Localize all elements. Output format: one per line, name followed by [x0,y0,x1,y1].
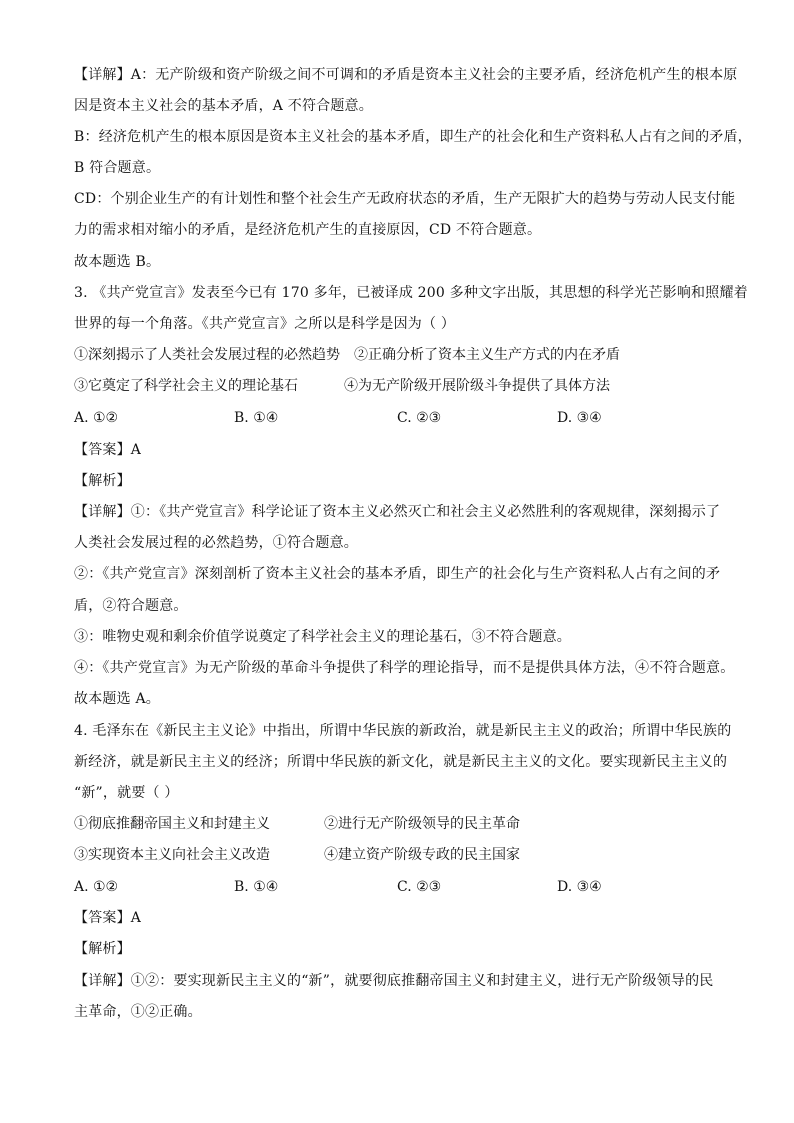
q4-answer: 【答案】A [74,910,142,926]
q3-option-a: A. ①② [74,410,119,426]
q4-statement-2: ②进行无产阶级领导的民主革命 [324,816,520,832]
q4-option-b: B. ①④ [234,879,279,895]
q3-statement-4: ④为无产阶级开展阶级斗争提供了具体方法 [344,378,610,394]
q2-explain-line-5: CD：个别企业生产的有计划性和整个社会生产无政府状态的矛盾，生产无限扩大的趋势与劳动人民支付能 [74,191,736,207]
q3-stem-line-1: 3. 《共产党宣言》发表至今已有 170 多年，已被译成 200 多种文字出版，其思想的科学光芒影响和照耀着 [74,285,748,301]
q3-stem-line-2: 世界的每一个角落。《共产党宣言》之所以是科学是因为（ ） [74,316,456,332]
q4-statement-4: ④建立资产阶级专政的民主国家 [324,847,520,863]
q3-statement-2: ②正确分析了资本主义生产方式的内在矛盾 [354,347,620,363]
q4-explain-line-1: 【详解】①②：要实现新民主主义的“新”，就要彻底推翻帝国主义和封建主义，进行无产阶级领导的民 [74,973,714,989]
q3-option-b: B. ①④ [234,410,279,426]
q3-explain-line-3: ②：《共产党宣言》深刻剖析了资本主义社会的基本矛盾，即生产的社会化与生产资料私人占有之间的矛 [74,566,721,582]
q4-statement-1: ①彻底推翻帝国主义和封建主义 [74,816,270,832]
q2-explain-line-6: 力的需求相对缩小的矛盾，是经济危机产生的直接原因，CD 不符合题意。 [74,222,542,238]
q3-analysis-heading: 【解析】 [74,473,131,489]
q2-conclusion: 故本题选 B。 [74,254,161,270]
q3-explain-line-6: ④：《共产党宣言》为无产阶级的革命斗争提供了科学的理论指导，而不是提供具体方法，④不符合题意。 [74,660,735,676]
q3-explain-line-1: 【详解】①：《共产党宣言》科学论证了资本主义必然灭亡和社会主义必然胜利的客观规律，深刻揭示了 [74,504,721,520]
q3-explain-line-5: ③：唯物史观和剩余价值学说奠定了科学社会主义的理论基石，③不符合题意。 [74,629,571,645]
q3-answer: 【答案】A [74,442,142,458]
q4-stem-line-1: 4. 毛泽东在《新民主主义论》中指出，所谓中华民族的新政治，就是新民主主义的政治；所谓中华民族的 [74,723,732,739]
q2-explain-line-4: B 符合题意。 [74,160,161,176]
q3-conclusion: 故本题选 A。 [74,691,160,707]
q3-statement-3: ③它奠定了科学社会主义的理论基石 [74,378,298,394]
q4-explain-line-2: 主革命，①②正确。 [74,1004,202,1020]
q4-stem-line-3: “新”，就要（ ） [74,785,179,801]
q2-explain-line-2: 因是资本主义社会的基本矛盾，A 不符合题意。 [74,98,373,114]
q4-stem-line-2: 新经济，就是新民主主义的经济；所谓中华民族的新文化，就是新民主主义的文化。要实现新民主主义的 [74,754,728,770]
q3-explain-line-4: 盾，②符合题意。 [74,598,188,614]
q3-option-d: D. ③④ [557,410,602,426]
q2-explain-line-1: 【详解】A：无产阶级和资产阶级之间不可调和的矛盾是资本主义社会的主要矛盾，经济危机产生的根本原 [74,67,738,83]
q4-analysis-heading: 【解析】 [74,941,131,957]
q3-statement-1: ①深刻揭示了人类社会发展过程的必然趋势 [74,347,340,363]
q3-option-c: C. ②③ [397,410,442,426]
q4-option-c: C. ②③ [397,879,442,895]
q4-statement-3: ③实现资本主义向社会主义改造 [74,847,270,863]
q4-option-d: D. ③④ [557,879,602,895]
q3-explain-line-2: 人类社会发展过程的必然趋势，①符合题意。 [74,535,358,551]
q4-option-a: A. ①② [74,879,119,895]
q2-explain-line-3: B：经济危机产生的根本原因是资本主义社会的基本矛盾，即生产的社会化和生产资料私人占有之间的矛盾， [74,129,752,145]
